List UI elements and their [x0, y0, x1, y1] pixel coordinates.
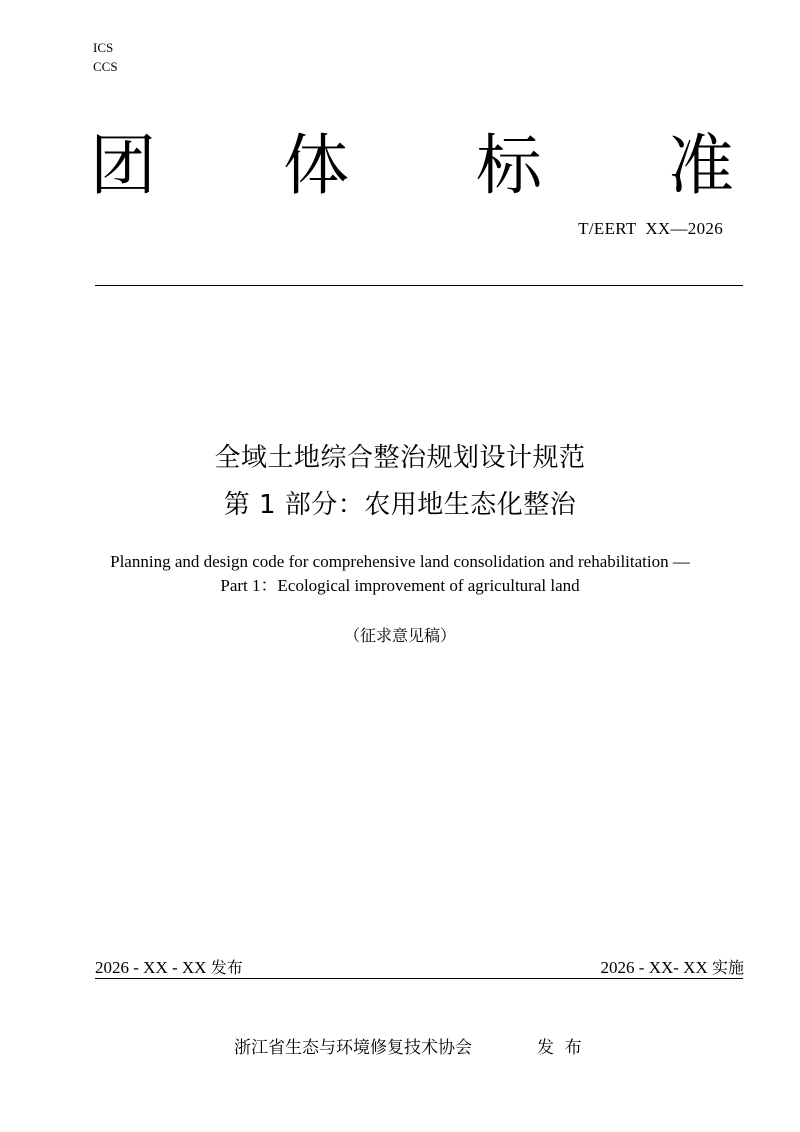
implement-date-block: [601, 955, 744, 978]
ccs-label: CCS: [93, 59, 118, 74]
ics-label: ICS: [93, 40, 114, 55]
publish-date-block: [95, 955, 243, 978]
title-cn-line1: 全域土地综合整治规划设计规范: [214, 443, 586, 473]
standard-number: T/EERT XX—2026: [578, 219, 723, 238]
publish-date: 2026 - XX - XX: [95, 958, 207, 977]
implement-date: 2026 - XX- XX: [600, 958, 708, 977]
publisher-action: 发 布: [537, 1038, 582, 1058]
standard-type-char-1: 团: [90, 127, 156, 204]
publisher-name: 浙江省生态与环境修复技术协会: [234, 1038, 472, 1058]
standard-type-char-3: 标: [476, 127, 542, 204]
title-en-line1: Planning and design code for comprehensive land consolidation and rehabilitation —: [110, 552, 690, 571]
header-divider: [95, 285, 743, 286]
standard-type-char-2: 体: [283, 127, 349, 204]
implement-label: 实施: [711, 958, 744, 977]
publish-label: 发布: [210, 958, 243, 977]
title-cn-line2: 第 1 部分：农用地生态化整治: [223, 490, 577, 520]
standard-type-char-4: 准: [668, 127, 734, 204]
draft-status: （征求意见稿）: [343, 626, 456, 645]
title-en-line2: Part 1：Ecological improvement of agricultural land: [220, 576, 580, 595]
footer-divider: [95, 978, 743, 979]
